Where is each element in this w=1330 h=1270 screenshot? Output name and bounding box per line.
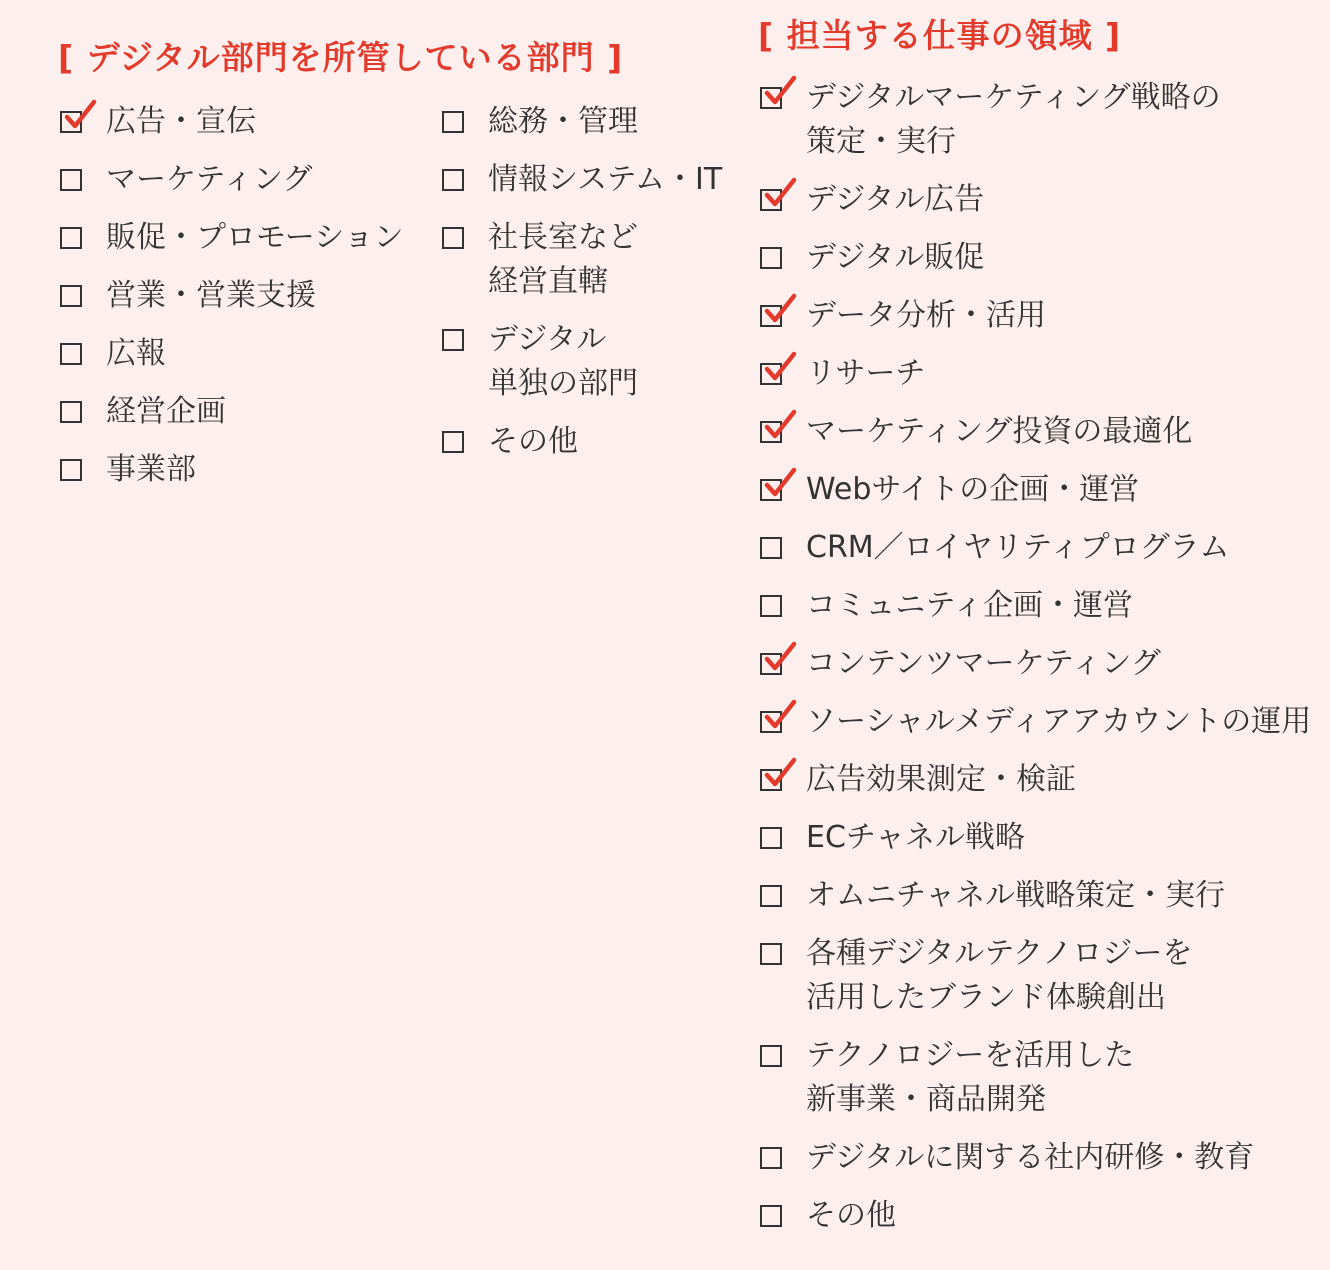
- checkbox-item[interactable]: [760, 352, 925, 396]
- checkbox-icon[interactable]: [760, 1147, 782, 1169]
- checkbox-label-line: ECチャネル戦略: [806, 820, 1026, 855]
- checkbox-label-line: マーケティング: [106, 162, 313, 197]
- checkbox-label: [806, 1194, 896, 1238]
- checkbox-label: [106, 448, 196, 492]
- checkbox-item[interactable]: [760, 294, 1046, 338]
- checkbox-label-line: デジタル: [488, 322, 607, 357]
- checkbox-label: [806, 758, 1076, 802]
- checkbox-icon[interactable]: [760, 479, 782, 501]
- checkbox-label: [806, 526, 1229, 570]
- checkbox-icon[interactable]: [442, 227, 464, 249]
- checkbox-item[interactable]: [760, 468, 1139, 512]
- checkbox-icon[interactable]: [760, 421, 782, 443]
- checkbox-label-line: 事業部: [106, 452, 196, 487]
- checkbox-label: [806, 1034, 1134, 1122]
- checkbox-icon[interactable]: [760, 247, 782, 269]
- checkbox-label-line: 策定・実行: [806, 124, 956, 159]
- checkbox-label-line: その他: [488, 424, 578, 459]
- checkbox-item[interactable]: [60, 216, 404, 260]
- checkbox-label-line: CRM／ロイヤリティプログラム: [806, 530, 1230, 565]
- checkbox-item[interactable]: [760, 178, 984, 222]
- checkbox-item[interactable]: [60, 100, 256, 144]
- work-areas-title: [ 担当する仕事の領域 ]: [758, 16, 1122, 55]
- checkbox-label: [106, 216, 404, 260]
- checkmark-icon: [63, 99, 97, 133]
- checkbox-label-line: ソーシャルメディアアカウントの運用: [806, 704, 1312, 739]
- checkbox-icon[interactable]: [760, 827, 782, 849]
- checkbox-label-line: 総務・管理: [488, 104, 638, 139]
- checkbox-label-line: コミュニティ企画・運営: [806, 588, 1133, 623]
- checkbox-item[interactable]: [760, 700, 1311, 744]
- checkbox-item[interactable]: [760, 758, 1076, 802]
- checkbox-label: [106, 100, 256, 144]
- checkmark-icon: [763, 467, 797, 501]
- checkbox-icon[interactable]: [760, 769, 782, 791]
- checkbox-label-line: リサーチ: [806, 356, 926, 391]
- checkbox-icon[interactable]: [442, 431, 464, 453]
- checkbox-label: [806, 932, 1192, 1020]
- checkbox-item[interactable]: [760, 642, 1161, 686]
- checkbox-label-line: 各種デジタルテクノロジーを: [806, 936, 1193, 971]
- checkbox-item[interactable]: [760, 816, 1025, 860]
- checkbox-label: [488, 216, 638, 304]
- checkbox-item[interactable]: [442, 318, 638, 406]
- checkmark-icon: [763, 699, 797, 733]
- checkbox-icon[interactable]: [60, 459, 82, 481]
- checkbox-item[interactable]: [760, 584, 1133, 628]
- checkbox-label: [806, 410, 1192, 454]
- checkbox-label-line: 販促・プロモーション: [106, 220, 404, 255]
- checkbox-item[interactable]: [442, 420, 578, 464]
- checkbox-item[interactable]: [760, 1194, 896, 1238]
- checkbox-item[interactable]: [760, 526, 1229, 570]
- checkbox-label: [806, 584, 1133, 628]
- checkbox-label: [806, 76, 1221, 164]
- checkbox-label: [806, 816, 1025, 860]
- checkbox-label-line: Webサイトの企画・運営: [806, 472, 1140, 507]
- departments-title: [ デジタル部門を所管している部門 ]: [58, 38, 624, 77]
- checkbox-icon[interactable]: [760, 305, 782, 327]
- checkbox-label: [806, 352, 925, 396]
- checkbox-label-line: データ分析・活用: [806, 298, 1046, 333]
- checkbox-label-line: 広告効果測定・検証: [806, 762, 1076, 797]
- checkbox-label-line: マーケティング投資の最適化: [806, 414, 1193, 449]
- checkbox-icon[interactable]: [60, 111, 82, 133]
- checkbox-label: [806, 236, 984, 280]
- checkmark-icon: [763, 757, 797, 791]
- checkbox-item[interactable]: [442, 100, 638, 144]
- checkbox-label-line: 社長室など: [488, 220, 638, 255]
- checkmark-icon: [763, 293, 797, 327]
- checkbox-icon[interactable]: [760, 711, 782, 733]
- checkbox-icon[interactable]: [760, 595, 782, 617]
- checkbox-icon[interactable]: [760, 363, 782, 385]
- checkbox-item[interactable]: [760, 932, 1192, 1020]
- checkmark-icon: [763, 641, 797, 675]
- checkbox-label: [806, 1136, 1254, 1180]
- checkbox-icon[interactable]: [60, 227, 82, 249]
- checkbox-icon[interactable]: [760, 537, 782, 559]
- departments-list-col2: [442, 100, 732, 500]
- checkbox-label-line: デジタルマーケティング戦略の: [806, 80, 1221, 115]
- checkbox-icon[interactable]: [760, 943, 782, 965]
- checkbox-label-line: テクノロジーを活用した: [806, 1038, 1135, 1073]
- checkbox-label-line: その他: [806, 1198, 896, 1233]
- checkbox-label: [488, 158, 722, 202]
- checkbox-label-line: コンテンツマーケティング: [806, 646, 1161, 681]
- checkmark-icon: [763, 351, 797, 385]
- checkbox-icon[interactable]: [60, 401, 82, 423]
- checkmark-icon: [763, 75, 797, 109]
- checkbox-label: [806, 294, 1046, 338]
- checkbox-icon[interactable]: [442, 111, 464, 133]
- checkbox-icon[interactable]: [760, 1045, 782, 1067]
- checkbox-item[interactable]: [60, 158, 312, 202]
- checkbox-label: [488, 100, 638, 144]
- checkbox-label: [806, 178, 984, 222]
- checkbox-label-line: デジタルに関する社内研修・教育: [806, 1140, 1255, 1175]
- checkbox-icon[interactable]: [760, 1205, 782, 1227]
- checkbox-label-line: 情報システム・IT: [488, 162, 723, 197]
- checkbox-item[interactable]: [760, 236, 984, 280]
- checkbox-item[interactable]: [60, 448, 196, 492]
- checkbox-label-line: 経営企画: [106, 394, 226, 429]
- checkbox-label-line: 活用したブランド体験創出: [806, 980, 1166, 1015]
- checkbox-item[interactable]: [760, 76, 1221, 164]
- checkbox-label: [806, 468, 1139, 512]
- checkbox-item[interactable]: [760, 410, 1192, 454]
- checkbox-icon[interactable]: [442, 169, 464, 191]
- checkbox-icon[interactable]: [60, 169, 82, 191]
- checkbox-label-line: オムニチャネル戦略策定・実行: [806, 878, 1226, 913]
- checkbox-icon[interactable]: [60, 285, 82, 307]
- checkbox-icon[interactable]: [760, 87, 782, 109]
- checkbox-icon[interactable]: [760, 189, 782, 211]
- checkbox-label: [806, 700, 1311, 744]
- checkbox-label-line: 広報: [106, 336, 166, 371]
- checkbox-item[interactable]: [760, 1136, 1254, 1180]
- checkbox-item[interactable]: [442, 158, 722, 202]
- checkbox-item[interactable]: [60, 274, 316, 318]
- checkbox-label-line: 営業・営業支援: [106, 278, 316, 313]
- checkmark-icon: [763, 409, 797, 443]
- checkbox-label-line: デジタル販促: [806, 240, 985, 275]
- checkbox-item[interactable]: [760, 874, 1225, 918]
- checkbox-label: [106, 332, 166, 376]
- checkbox-icon[interactable]: [442, 329, 464, 351]
- checkbox-icon[interactable]: [760, 885, 782, 907]
- checkbox-label: [806, 874, 1225, 918]
- work-areas-list: [760, 76, 1330, 1256]
- checkbox-label: [106, 390, 226, 434]
- checkbox-label: [106, 158, 312, 202]
- checkbox-label-line: 広告・宣伝: [106, 104, 256, 139]
- checkbox-label: [488, 420, 578, 464]
- checkbox-item[interactable]: [60, 332, 166, 376]
- checkbox-label-line: デジタル広告: [806, 182, 985, 217]
- checkbox-label: [106, 274, 316, 318]
- checkbox-label-line: 新事業・商品開発: [806, 1082, 1046, 1117]
- departments-list-col1: [60, 100, 440, 520]
- checkbox-item[interactable]: [442, 216, 638, 304]
- checkbox-label: [488, 318, 638, 406]
- checkbox-item[interactable]: [60, 390, 226, 434]
- checkbox-label-line: 経営直轄: [488, 264, 608, 299]
- checkbox-icon[interactable]: [760, 653, 782, 675]
- checkbox-item[interactable]: [760, 1034, 1134, 1122]
- checkbox-icon[interactable]: [60, 343, 82, 365]
- checkmark-icon: [763, 177, 797, 211]
- checkbox-label-line: 単独の部門: [488, 366, 638, 401]
- checkbox-label: [806, 642, 1161, 686]
